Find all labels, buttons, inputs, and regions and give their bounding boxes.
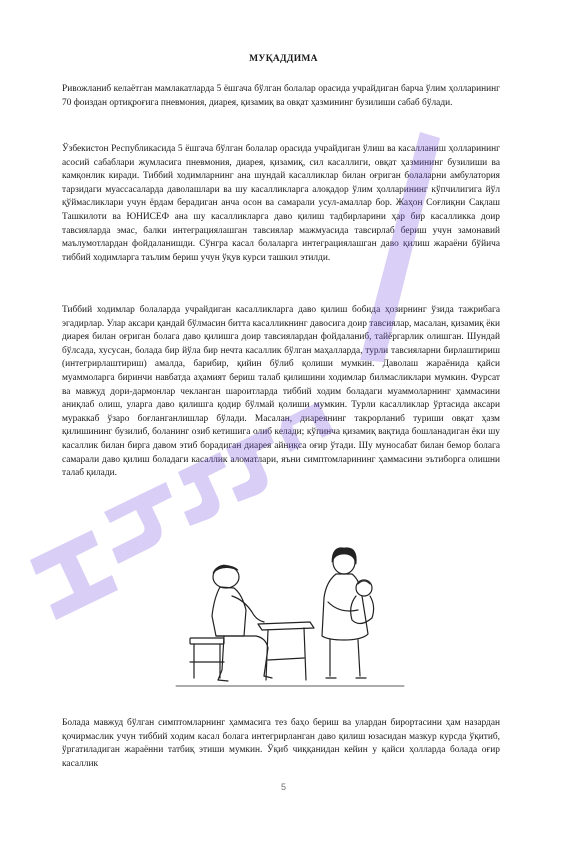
doctor-consultation-illustration <box>172 540 412 692</box>
table-figure <box>258 622 314 680</box>
paragraph-1: Ривожланиб келаётган мамлакатларда 5 ёшгача бўлган болалар орасида учрайдиган барча ўлим ҳолларининг 70 фоиздан ортиқроғига пневмония, диарея, қизамиқ ва овқат ҳазмининг бузилиши сабаб бўлади. <box>62 84 500 108</box>
mother-and-child-figure <box>322 548 374 678</box>
health-worker-figure <box>190 565 272 681</box>
page-title: МУҚАДДИМА <box>249 54 318 64</box>
paragraph-3: Тиббий ходимлар болаларда учрайдиган касалликларга даво қилиш бобида ҳозирнинг ўзида тажрибага эгадирлар. Улар аксари қандай бўлмасин битта касалликнинг давосига доир тавсиялар, масалан, қизамиқ ёки диарея билан оғриган болага даво қилишга доир тавсиялардан фойдаланиб, тайёргарлик олишган. Шундай бўлсада, хусусан, болада бир йўла бир нечта касаллик бўлган маҳалларда, турли тавсияларни бирлаштириш (интегрирлаштириш) амалда, барибир, қийин бўлиб қолиши мумкин. Даволаш жараёнида қайси муаммоларга биринчи навбатда аҳамият бериш талаб қилишини ходимлар билмасликлари мумкин. Фурсат ва мавжуд дори-дармонлар чекланган шароитларда тиббий ходим боладаги муаммоларнинг ҳаммасини аниқлаб олиш, уларга даво қилишга қодир бўлмай қолиши мумкин. Турли касалликлар ўртасида аксари мураккаб ўзаро боғланганлишлар бўлади. Масалан, диареянинг такрорланиб туриши овқат ҳазм қилишининг бузилиб, боланинг озиб кетишига олиб келади; кўпинча қизамиқ вақтида бошланадиган ёки шу касаллик билан бирга давом этиб борадиган диарея айниқса оғир ўтади. Шу муносабат билан бемор болага самарали даво қилиш боладаги касаллик аломатлари, яъни симптомларининг ҳаммасини эътиборга олишни талаб қилади. <box>62 305 500 479</box>
paragraph-2: Ўзбекистон Республикасида 5 ёшгача бўлган болалар орасида учрайдиган ўлиш ва касалланиш ҳолларининг асосий сабаблари жумласига пневмония, диарея, қизамиқ, сил касаллиги, овқат ҳазмининг бузилиши ва камқонлик киради. Тиббий ходимларнинг ана шундай касалликлар билан оғриган болаларни амбулатория тарзидаги муассасаларда даволашлари ва шу касалликларга алоқадор ўлим ҳолларининг кўпчилигига йўл қўймасликлари учун ёрдам берадиган анча осон ва самарали усул-амаллар бор. Жаҳон Соғлиқни Сақлаш Ташкилоти ва ЮНИСЕФ ана шу касалликларга даво қилиш тадбирларини ҳар бир касалликка доир тавсияларда эмас, балки интеграциялашган тавсиялар мажмуасида тавсирлаб бериш учун замонавий маълумотлардан фойдаланишди. Сўнгра касал болаларга интеграциялашган даво қилиш жараёни бўйича тиббий ходимларга таълим бериш учун ўқув курси ташкил этилди. <box>62 144 500 263</box>
paragraph-4: Болада мавжуд бўлган симптомларнинг ҳаммасига тез баҳо бериш ва улардан бирортасини ҳам назардан қочирмаслик учун тиббий ходим касал болага интегрирланган даво қилиш юзасидан мазкур курсда ўқитиб, ўргатиладиган жараённи татбиқ этиши мумкин. Ўқиб чиққанидан кейин у қайси ҳолларда болада оғир касаллик <box>62 718 500 769</box>
page-number: 5 <box>280 782 286 792</box>
